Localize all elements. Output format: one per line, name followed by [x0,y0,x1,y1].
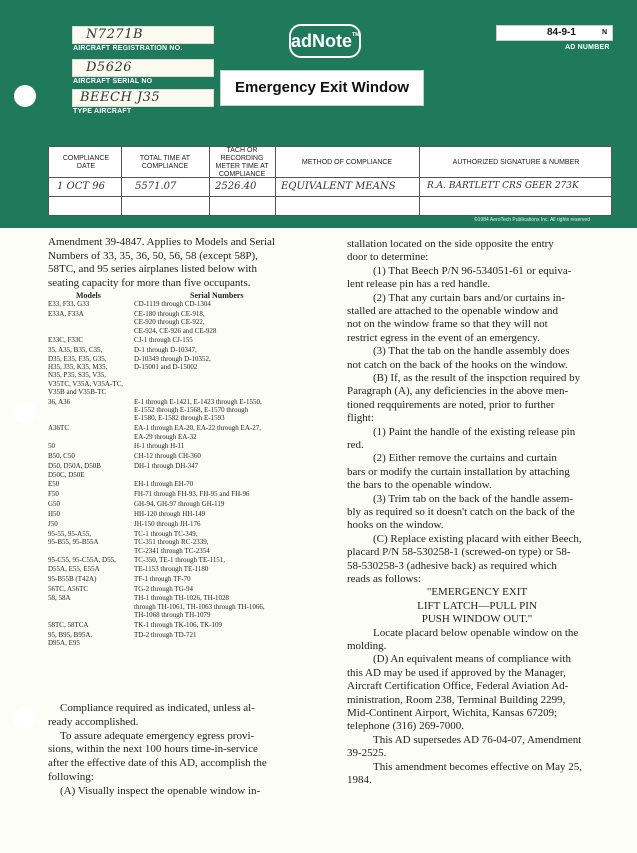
cell-tach: 2526.40 [215,181,257,192]
serial-range: TF-1 through TF-70 [134,574,191,583]
serial-range: HH-120 through HH-149 [134,510,206,519]
model-name: 36, A36 [48,397,71,406]
model-name: E33A, F33A [48,309,84,318]
serial-range: E-1580, E-1582 through E-1593 [134,414,225,423]
cell-signature: R.A. BARTLETT CRS GEER 273K [427,181,579,191]
body-line: (B) If, as the result of the inspction required by [373,372,581,384]
ad-number-value: 84-9-1 [547,27,576,38]
body-line: not on the window frame so that they will not [347,318,548,331]
body-line: reads as follows: [347,573,421,585]
body-line: Aircraft Certification Office, Federal Aviation Ad- [347,680,569,693]
model-name: E50 [48,480,60,489]
body-line: To assure adequate emergency egress provi- [60,729,255,742]
model-name: 50 [48,442,55,451]
serial-label: AIRCRAFT SERIAL NO [73,78,153,85]
serial-range: TD-2 through TD-721 [134,630,197,639]
model-name: E33, F33, G33 [48,300,90,308]
serial-range: H-1 through H-11 [134,442,185,451]
col-header-signature: AUTHORIZED SIGNATURE & NUMBER [452,159,580,166]
col-header-tach: TACH OR RECORDING METER TIME AT COMPLIANCE [215,147,269,178]
serial-range: TC-2341 through TC-2354 [134,546,210,555]
model-name: N35, P35, S35, V35, [48,371,107,380]
placard-text: "EMERGENCY EXIT [426,586,528,599]
model-name: 95-C55, 95-C55A, D55, [48,556,116,565]
body-line: restrict egress in the event of an emergency. [347,331,540,344]
serial-range: E-1 through E-1421, E-1423 through E-1550, [134,397,262,406]
serial-range: TH-1 through TH-1026, TH-1028 [134,594,230,603]
serial-range: CE-920 through CE-922, [134,318,205,327]
model-name: G50 [48,500,61,509]
model-name: H50 [48,510,61,519]
model-name: D55A, E55, E55A [48,564,100,573]
serial-range: EA-29 through EA-32 [134,432,197,441]
table-divider [49,196,611,197]
compliance-table [48,146,612,216]
serial-range: TC-350, TE-1 through TE-1151, [134,556,226,565]
body-line: following: [48,771,94,783]
body-line: ready accomplished. [48,715,139,728]
body-line: (A) Visually inspect the openable window in- [60,784,261,797]
table-divider [209,147,210,215]
serial-range: EH-1 through EH-70 [134,480,194,489]
table-divider [121,147,122,215]
serial-range: TC-1 through TC-349, [134,529,198,538]
model-name: 35, A35, B35, C35, [48,346,103,355]
model-name: 95-B55B (T42A) [48,574,97,583]
logo-text: adNote [291,31,353,51]
body-line: bars or modify the curtain installation by attaching [347,465,570,478]
cell-method: EQUIVALENT MEANS [281,181,396,192]
serial-range: FH-71 through FH-93, FH-95 and FH-96 [134,490,250,499]
serials-header: Serial Numbers [190,291,244,300]
body-line: door to determine: [347,251,429,264]
body-line: This amendment becomes effective on May 25, [373,760,583,773]
body-line: (D) An equivalent means of compliance with [373,653,571,666]
body-line: this AD may be used if approved by the Manager, [347,666,566,679]
serial-range: GH-94, GH-97 through GH-119 [134,500,225,509]
col-header-date: COMPLIANCE DATE [62,155,110,170]
model-name: D35, E35, F35, G35, [48,354,107,363]
body-line: (1) That Beech P/N 96-534051-61 or equiva- [373,264,572,277]
body-line: (2) That any curtain bars and/or curtains in- [373,291,565,304]
body-line: lent release pin has a red handle. [347,278,491,291]
serial-value: D5626 [86,60,133,75]
model-name: 58TC, 58TCA [48,620,89,629]
ad-number-label: AD NUMBER [565,44,610,51]
model-name: D50C, D50E [48,470,85,479]
col-header-total-time: TOTAL TIME AT COMPLIANCE [139,155,191,170]
model-name: V35B and V35B-TC [48,387,107,396]
cell-date: 1 OCT 96 [57,181,105,192]
model-name: 56TC, A56TC [48,584,89,593]
models-header: Models [76,291,101,300]
body-line: (2) Either remove the curtains and curtain [373,452,557,465]
body-line: tioned reqquirements are noted, prior to further [347,398,555,411]
model-name: A36TC [48,424,69,433]
intro-line: 58TC, and 95 series airplanes listed below with [48,263,257,275]
body-line: the bars to the openable window. [347,479,492,492]
serial-range: TK-1 through TK-106, TK-109 [134,620,223,629]
model-name: F50 [48,490,59,499]
serial-range: TG-2 through TG-94 [134,584,193,593]
body-line: (1) Paint the handle of the existing release pin [373,425,576,438]
model-name: 95-55, 95-A55, [48,529,91,538]
model-name: B50, C50 [48,452,75,461]
body-line: Mid-Continent Airport, Wichita, Kansas 67209; [347,707,558,719]
intro-line: Amendment 39-4847. Applies to Models and Serial [48,236,275,248]
serial-range: D-10349 through D-10352, [134,354,211,363]
placard-text: LIFT LATCH—PULL PIN [417,599,537,612]
model-name: D95A, E95 [48,639,80,648]
serial-range: DH-1 through DH-347 [134,462,199,471]
body-line: stalled are attached to the openable window and [347,305,559,317]
model-name: D50, D50A, D50B [48,462,101,471]
serial-range: TH-1068 through TH-1079 [134,611,211,619]
body-line: telephone (316) 269-7000. [347,720,464,733]
intro-line: seating capacity for more than five occupants. [48,276,251,289]
serial-range: CD-1119 through CD-1304 [134,300,211,308]
page-title: Emergency Exit Window [220,70,424,106]
body-line: (3) Trim tab on the back of the handle assem- [373,492,574,505]
serial-range: through TH-1061, TH-1063 through TH-1066, [134,602,265,611]
model-name: 58, 58A [48,594,71,603]
serial-range: D-15001 and D-15002 [134,362,198,371]
punch-hole [14,85,36,107]
serial-range: CJ-1 through CJ-155 [134,336,193,345]
body-line: This AD supersedes AD 76-04-07, Amendment [373,733,582,746]
serial-range: CH-12 through CH-360 [134,452,201,461]
body-line: 1984. [347,774,372,786]
col-header-method: METHOD OF COMPLIANCE [301,159,393,166]
serial-range: E-1552 through E-1568, E-1570 through [134,406,249,414]
body-line: molding. [347,640,387,652]
body-line: (C) Replace existing placard with either Beech, [373,532,582,545]
body-line: hooks on the window. [347,519,444,532]
punch-hole [14,402,36,424]
serial-range: TE-1153 through TE-1180 [134,564,209,573]
table-divider [49,177,611,178]
body-line: placard P/N 58-530258-1 (screwed-on type) or 58- [347,546,571,559]
body-line: bly as required so it doesn't catch on the back of the [347,506,575,518]
body-line: ministration, Room 238, Terminal Building 2299, [347,693,566,706]
serial-range: TC-351 through RC-2339, [134,538,209,547]
body-line: red. [347,439,364,451]
model-name: H35, J35, K35, M35, [48,362,108,371]
table-divider [419,147,420,215]
serial-range: CE-924, CE-926 and CE-928 [134,326,217,335]
model-name: 95-B55, 95-B55A [48,538,99,547]
logo-trademark: TM [352,32,360,38]
model-name: J50 [48,520,58,528]
table-divider [275,147,276,215]
ad-number-suffix: N [602,29,608,36]
adnote-logo [289,24,361,58]
serial-range: EA-1 through EA-20, EA-22 through EA-27, [134,424,261,433]
body-line: Compliance required as indicated, unless al- [60,702,255,714]
type-value: BEECH J35 [80,90,161,105]
intro-line: Numbers of 33, 35, 36, 50, 56, 58 (except 58P), [48,249,258,262]
body-line: sions, within the next 100 hours time-in-service [48,743,258,756]
cell-total-time: 5571.07 [135,181,177,192]
registration-label: AIRCRAFT REGISTRATION NO. [73,45,183,52]
serial-range: JH-150 through JH-176 [134,520,201,528]
model-name: V35TC, V35A, V35A-TC, [48,379,123,388]
body-line: stallation located on the side opposite the entry [347,238,554,250]
body-line: 58-530258-3 (adhesive back) as required which [347,559,557,572]
copyright-notice: ©1984 AeroTech Publications Inc. All rights reserved [474,217,590,223]
serial-range: D-1 through D-10347, [134,346,197,355]
placard-text: PUSH WINDOW OUT." [421,613,533,626]
body-line: flight: [347,412,374,425]
body-line: 39-2525. [347,747,387,760]
body-line: after the effective date of this AD, accomplish the [48,757,267,770]
serial-range: CE-180 through CE-918, [134,309,205,318]
body-line: (3) That the tab on the handle assembly does [373,345,570,358]
body-line: not catch on the back of the hooks on the window. [347,358,568,371]
model-name: E33C, F33C [48,336,84,345]
type-label: TYPE AIRCRAFT [73,108,132,115]
model-name: 95, B95, B95A, [48,630,93,639]
punch-hole [14,707,36,729]
body-line: Paragraph (A), any deficiencies in the above men- [347,385,569,398]
body-line: Locate placard below openable window on the [373,626,579,639]
registration-value: N7271B [86,27,144,42]
